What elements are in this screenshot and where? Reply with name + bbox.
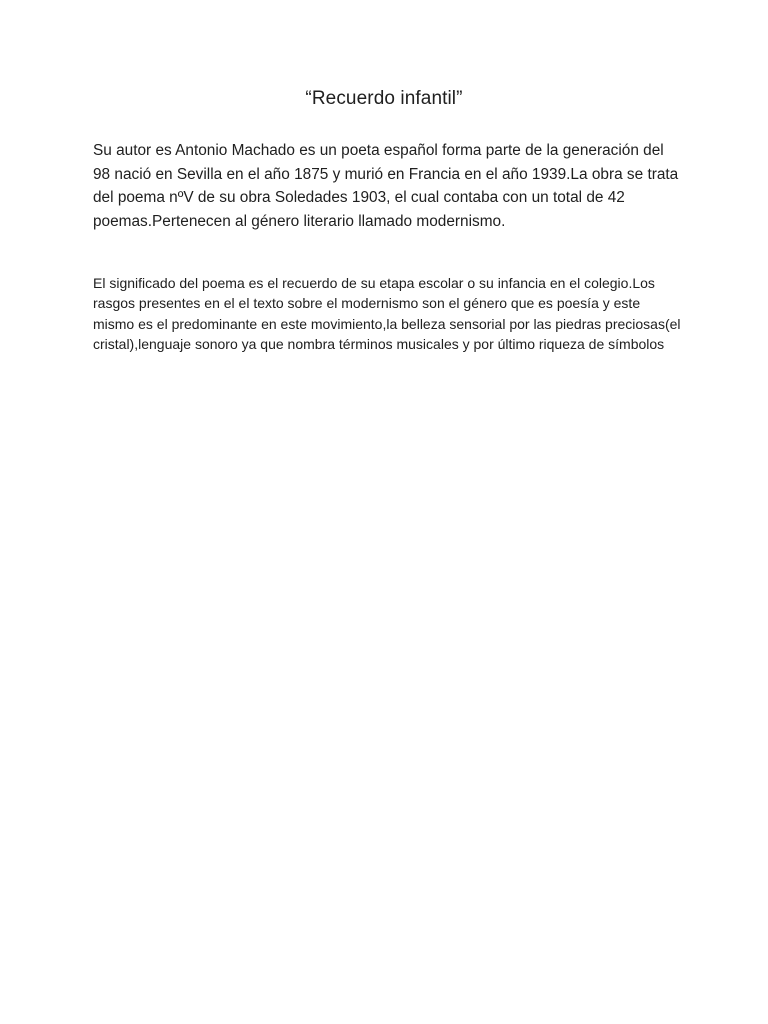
document-title: “Recuerdo infantil”: [305, 88, 463, 109]
paragraph-meaning: El significado del poema es el recuerdo de su etapa escolar o su infancia en el colegio.Los rasgos presentes en el el texto sobre el modernismo son el género que es poesía y este mismo es el predominante en este movimiento,la belleza sensorial por las piedras preciosas(el cristal),lenguaje sonoro ya que nombra términos musicales y por último riqueza de símbolos: [93, 275, 681, 352]
paragraph-author: Su autor es Antonio Machado es un poeta español forma parte de la generación del 98 nació en Sevilla en el año 1875 y murió en Francia en el año 1939.La obra se trata del poema nºV de su obra Soledades 1903, el cual contaba con un total de 42 poemas.Pertenecen al género literario llamado modernismo.: [93, 142, 679, 230]
